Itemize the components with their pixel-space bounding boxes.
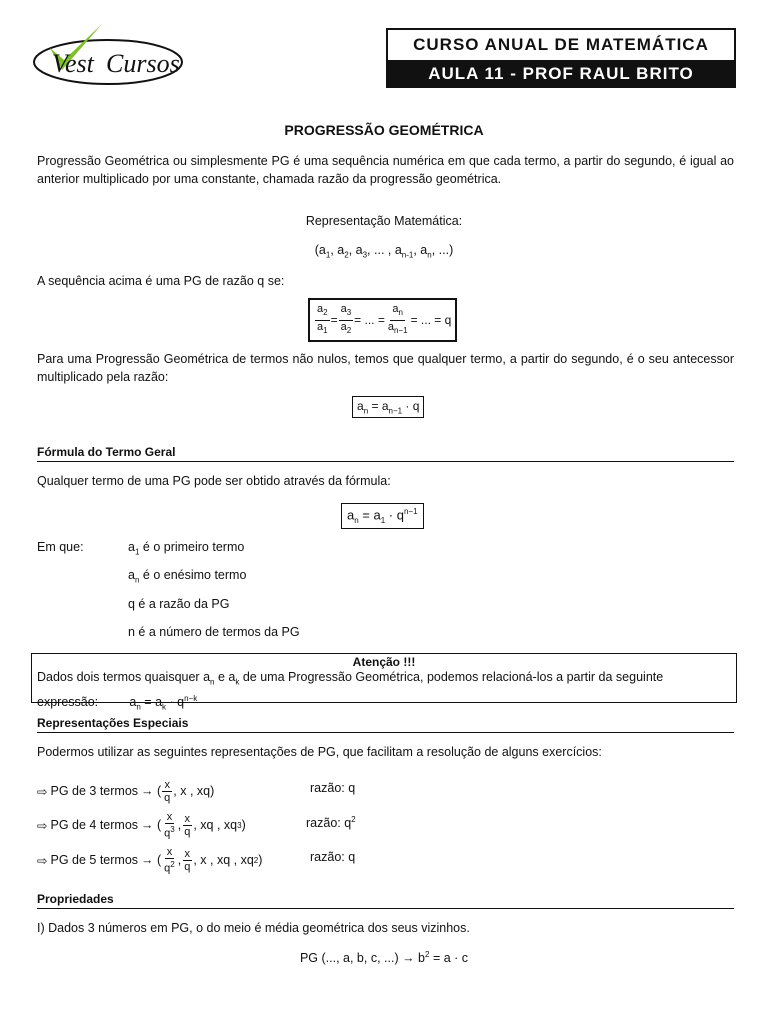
formula-text: Qualquer termo de uma PG pode ser obtido através da fórmula:: [37, 474, 391, 488]
rep-label: Representação Matemática:: [305, 214, 463, 228]
ratio-3: razão: q: [310, 781, 356, 795]
section-special: Representações Especiais: [37, 716, 734, 733]
lesson-title: AULA 11 - PROF RAUL BRITO: [388, 60, 734, 88]
ratio-formula-box: $\frac{a_2}{a_1}$ = $\frac{a_3}{a_2}$ = ... = $\frac{a_n}{a_{n-1}}$ = ... = q: [308, 298, 457, 342]
special-item-5: ⇨ PG de 5 termos → ( $\frac{x}{q^2}$ , $\frac{x}{q}$ , x , xq , xq 2 ): [37, 845, 263, 875]
section-props: Propriedades: [37, 892, 734, 909]
def-q: q é a razão da PG: [128, 597, 230, 611]
em-que-label: Em que:: [37, 540, 84, 554]
def-a1: $a_1$ é o primeiro termo: [128, 540, 245, 557]
ratio-5: razão: q: [310, 850, 356, 864]
nonzero-paragraph: Para uma Progressão Geométrica de termos não nulos, temos que qualquer termo, a partir do segundo, é o seu antecessor multiplicado pela razão:: [37, 352, 734, 384]
logo-cursos: Cursos: [106, 49, 180, 78]
header-title-box: [386, 28, 736, 88]
logo-vest: Vest: [52, 49, 94, 78]
ratio-4: razão: $q^2$: [306, 815, 356, 831]
attention-title: Atenção !!!: [352, 655, 416, 669]
rep-sequence: ($a_1$, $a_2$, $a_3$, ... , $a_{n-1}$, $a_n$, ...): [314, 243, 454, 260]
attention-text: Dados dois termos quaisquer $a_n$ e $a_k$ de uma Progressão Geométrica, podemos relacioná-los a partir da seguinte expressão: $a_n = a_k \cdot q^{n-k}$: [37, 670, 664, 712]
general-term-formula: $a_n = a_1 \cdot q^{n-1}$: [341, 503, 424, 529]
section-formula: Fórmula do Termo Geral: [37, 445, 734, 462]
prop-1: I) Dados 3 números em PG, o do meio é média geométrica dos seus vizinhos.: [37, 921, 470, 935]
pg-condition: A sequência acima é uma PG de razão q se:: [37, 274, 285, 288]
special-item-4: ⇨ PG de 4 termos → ( $\frac{x}{q^3}$ , $\frac{x}{q}$ , xq , xq 3 ): [37, 810, 246, 840]
recurrence-formula: $a_n = a_{n-1} \cdot q$: [352, 396, 424, 418]
vestcursos-logo: [30, 18, 190, 90]
prop-1-formula: PG (..., a, b, c, ...) → $b^2 = a \cdot c$: [299, 950, 469, 966]
course-title: CURSO ANUAL DE MATEMÁTICA: [413, 35, 709, 54]
def-n: n é a número de termos da PG: [128, 625, 300, 639]
def-an: $a_n$ é o enésimo termo: [128, 568, 247, 585]
attention-box: [31, 653, 737, 712]
special-text: Podermos utilizar as seguintes representações de PG, que facilitam a resolução de alguns exercícios:: [37, 745, 602, 759]
page-title: PROGRESSÃO GEOMÉTRICA: [284, 122, 484, 138]
special-item-3: ⇨ PG de 3 termos → ( $\frac{x}{q}$ , x , xq): [37, 778, 215, 804]
intro-paragraph: Progressão Geométrica ou simplesmente PG é uma sequência numérica em que cada termo, a partir do segundo, é igual ao anterior multiplicado por uma constante, chamada razão da progressão geométrica.: [37, 154, 734, 186]
